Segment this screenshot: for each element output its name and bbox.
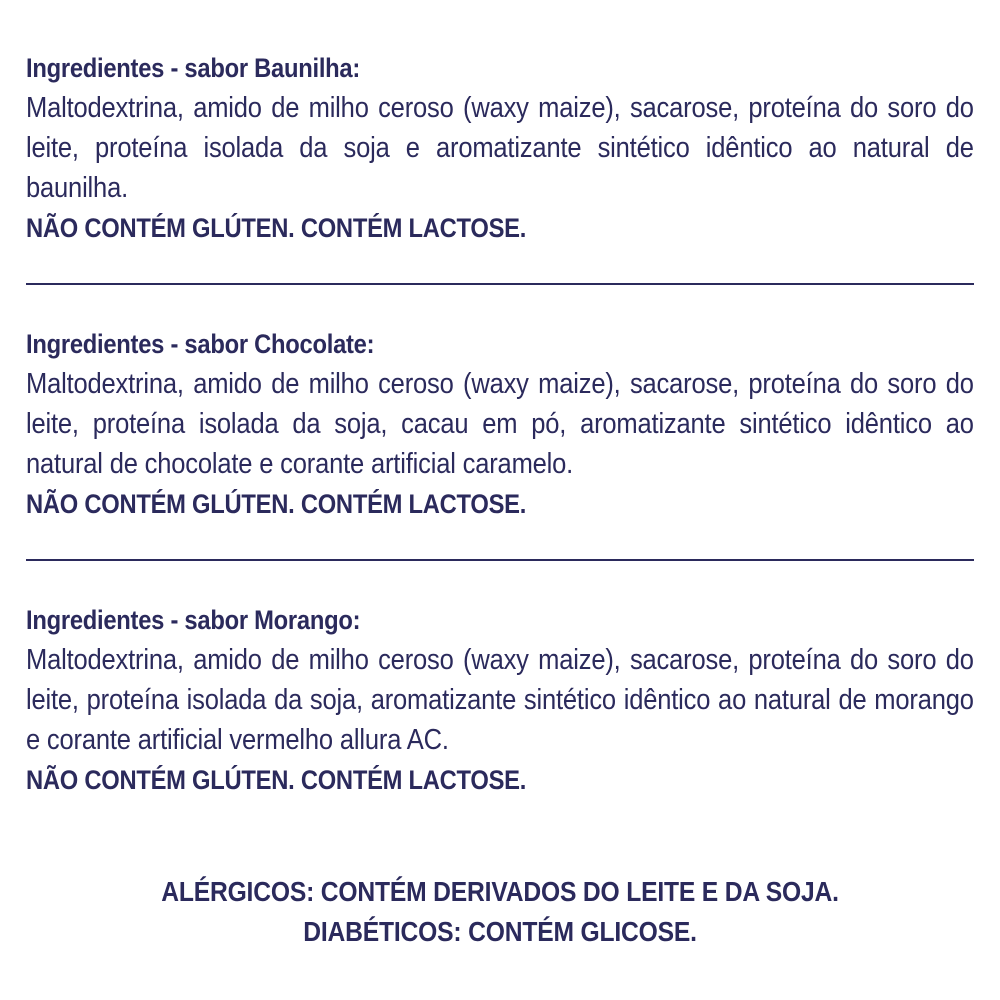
section-morango <box>26 600 1000 800</box>
allergens-warning: ALÉRGICOS: CONTÉM DERIVADOS DO LEITE E DA SOJA. <box>161 876 839 907</box>
diabetics-warning: DIABÉTICOS: CONTÉM GLICOSE. <box>303 916 697 947</box>
ingredients-text: Maltodextrina, amido de milho ceroso (waxy maize), sacarose, proteína do soro do leite, proteína isolada da soja e aromatizante sintético idêntico ao natural de baunilha. <box>26 92 974 204</box>
section-chocolate <box>26 324 1000 524</box>
section-heading: Ingredientes - sabor Chocolate: <box>26 329 375 359</box>
gluten-lactose-warning: NÃO CONTÉM GLÚTEN. CONTÉM LACTOSE. <box>26 489 527 519</box>
section-divider <box>26 559 974 561</box>
section-baunilha <box>26 48 1000 248</box>
allergen-footer <box>0 872 1000 952</box>
gluten-lactose-warning: NÃO CONTÉM GLÚTEN. CONTÉM LACTOSE. <box>26 213 527 243</box>
ingredients-text: Maltodextrina, amido de milho ceroso (waxy maize), sacarose, proteína do soro do leite, proteína isolada da soja, cacau em pó, aromatizante sintético idêntico ao natural de chocolate e corante artificial caramelo. <box>26 368 974 480</box>
section-divider <box>26 283 974 285</box>
section-heading: Ingredientes - sabor Baunilha: <box>26 53 361 83</box>
gluten-lactose-warning: NÃO CONTÉM GLÚTEN. CONTÉM LACTOSE. <box>26 765 527 795</box>
section-heading: Ingredientes - sabor Morango: <box>26 605 361 635</box>
ingredients-text: Maltodextrina, amido de milho ceroso (waxy maize), sacarose, proteína do soro do leite, proteína isolada da soja, aromatizante sintético idêntico ao natural de morango e corante artificial vermelho allura AC. <box>26 644 974 756</box>
